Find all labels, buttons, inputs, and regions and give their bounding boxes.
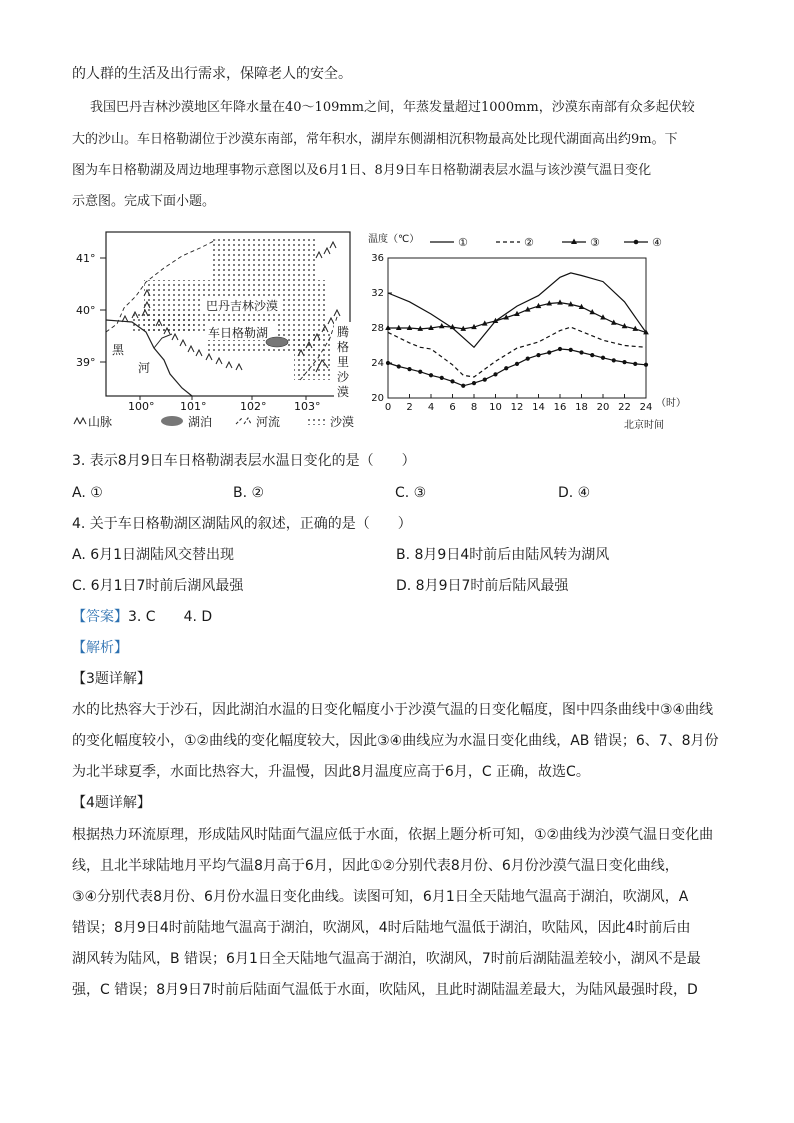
lake-name-label: 车日格勒湖: [208, 326, 269, 340]
east-desert-char: 腾: [337, 325, 350, 339]
legend-label-4: ④: [652, 236, 662, 249]
x-tick-label: 20: [596, 402, 610, 413]
legend-label: 山脉: [88, 415, 113, 428]
x-tick-label: 14: [532, 402, 545, 413]
longitude-label: 103°: [294, 400, 321, 413]
q3-option-c[interactable]: C. ③: [395, 485, 427, 501]
x-tick-label: 16: [553, 402, 567, 413]
series-4-marker: [622, 360, 626, 364]
continued-paragraph-line: 的人群的生活及出行需求，保障老人的安全。: [72, 66, 352, 82]
x-tick-label: 18: [575, 402, 588, 413]
q4-option-c[interactable]: C. 6月1日7时前后湖风最强: [72, 578, 244, 594]
detail-4-line: 错误；8月9日4时前陆地气温高于湖泊，吹湖风，4时后陆地气温低于湖泊，吹陆风，因此4时前后由: [72, 920, 691, 936]
series-line-4: [388, 349, 646, 386]
lake-shape: [266, 337, 288, 347]
detail-4-line: 线，且北半球陆地月平均气温8月高于6月，因此①②分别代表8月份、6月份沙漠气温日变化曲线，: [72, 858, 679, 874]
x-tick-label: 6: [449, 402, 456, 413]
detail-4-line: 根据热力环流原理，形成陆风时陆面气温应低于水面，依据上题分析可知，①②曲线为沙漠气温日变化曲: [72, 827, 714, 843]
map-legend: [74, 414, 354, 428]
question-4-stem: 4. 关于车日格勒湖区湖陆风的叙述，正确的是（ ）: [72, 516, 412, 532]
location-map: [72, 228, 372, 428]
q4-option-a[interactable]: A. 6月1日湖陆风交替出现: [72, 547, 235, 563]
x-tick-label: 4: [427, 402, 435, 413]
q4-option-b[interactable]: B. 8月9日4时前后由陆风转为湖风: [396, 547, 610, 563]
longitude-label: 102°: [240, 400, 267, 413]
series-4-marker: [440, 376, 444, 380]
legend-label-1: ①: [458, 236, 468, 249]
intro-line-2: 大的沙山。车日格勒湖位于沙漠东南部，常年积水，湖岸东侧湖相沉积物最高处比现代湖面高出约9m。下: [72, 132, 678, 147]
y-tick-label: 28: [371, 323, 384, 334]
x-tick-label: 24: [639, 402, 653, 413]
temperature-chart: [366, 228, 696, 438]
question-3-stem: 3. 表示8月9日车日格勒湖表层水温日变化的是（ ）: [72, 453, 416, 469]
intro-line-3: 图为车日格勒湖及周边地理事物示意图以及6月1日、8月9日车日格勒湖表层水温与该沙漠气温日变化: [72, 163, 652, 178]
series-4-marker: [515, 362, 519, 366]
series-4-marker: [536, 353, 540, 357]
analysis-tag: 【解析】: [72, 640, 128, 656]
answer-line: [72, 607, 212, 627]
series-4-marker: [590, 353, 594, 357]
detail-4-line: ③④分别代表8月份、6月份水温日变化曲线。读图可知，6月1日全天陆地气温高于湖泊，吹湖风，A: [72, 889, 689, 905]
y-tick-label: 32: [371, 288, 384, 299]
detail-3-line: 水的比热容大于沙石，因此湖泊水温的日变化幅度小于沙漠气温的日变化幅度，图中四条曲线中③④曲线: [72, 702, 714, 718]
x-tick-label: 2: [406, 402, 413, 413]
river-legend-icon: [236, 418, 251, 424]
river-name-char: 河: [138, 361, 151, 375]
intro-line-4: 示意图。完成下面小题。: [72, 194, 216, 209]
east-desert-char: 漠: [337, 385, 350, 399]
intro-line-1: 我国巴丹吉林沙漠地区年降水量在40～109mm之间，年蒸发量超过1000mm，沙漠东南部有众多起伏较: [90, 100, 695, 115]
series-4-marker: [644, 363, 648, 367]
legend-label: 湖泊: [188, 415, 213, 428]
q3-option-b[interactable]: B. ②: [233, 485, 265, 501]
river-name-char: 黑: [112, 343, 125, 357]
detail-3-tag: 【3题详解】: [72, 671, 151, 687]
q4-option-d[interactable]: D. 8月9日7时前后陆风最强: [396, 578, 569, 594]
series-4-marker: [429, 373, 433, 377]
detail-4-line: 强，C 错误；8月9日7时前后陆面气温低于水面，吹陆风，且此时湖陆温差最大，为陆风最强时段，D: [72, 982, 698, 998]
series-4-marker: [526, 357, 530, 361]
series-3-marker: [557, 299, 563, 304]
legend-marker-3: [571, 239, 577, 245]
series-4-marker: [397, 364, 401, 368]
legend-marker-4: [634, 240, 639, 245]
y-tick-label: 24: [371, 358, 384, 369]
series-3-marker: [385, 325, 391, 330]
series-4-marker: [579, 350, 583, 354]
legend-label: 沙漠: [330, 415, 355, 428]
latitude-label: 41°: [76, 252, 96, 265]
series-line-3: [388, 303, 646, 333]
east-desert-char: 格: [337, 340, 350, 354]
series-4-marker: [386, 361, 390, 365]
series-4-marker: [450, 379, 454, 383]
series-4-marker: [612, 358, 616, 362]
y-tick-label: 36: [371, 253, 384, 264]
y-axis-title: 温度（℃）: [368, 234, 420, 245]
desert-legend-icon: [306, 417, 326, 425]
series-line-2: [388, 327, 646, 377]
y-tick-label: 20: [371, 393, 384, 404]
latitude-label: 39°: [76, 356, 96, 369]
detail-3-line: 为北半球夏季，水面比热容大，升温慢，因此8月温度应高于6月，C 正确，故选C。: [72, 764, 590, 780]
longitude-label: 101°: [180, 400, 207, 413]
series-4-marker: [461, 384, 465, 388]
x-tick-label: 0: [384, 402, 392, 413]
series-4-marker: [504, 366, 508, 370]
latitude-label: 40°: [76, 304, 96, 317]
series-4-marker: [633, 362, 637, 366]
series-4-marker: [472, 381, 476, 385]
x-axis-title: 北京时间: [624, 420, 664, 431]
series-3-marker: [407, 325, 413, 330]
series-4-marker: [418, 370, 422, 374]
x-axis-unit: （时）: [656, 398, 686, 409]
longitude-label: 100°: [128, 400, 155, 413]
series-4-marker: [407, 367, 411, 371]
detail-3-line: 的变化幅度较小，①②曲线的变化幅度较大，因此③④曲线应为水温日变化曲线，AB 错误；6、7、8月份: [72, 733, 719, 749]
east-desert-char: 里: [337, 355, 350, 369]
mountain-legend-icon: [74, 418, 86, 424]
series-4-marker: [558, 347, 562, 351]
east-desert-char: 沙: [337, 370, 350, 384]
q3-option-a[interactable]: A. ①: [72, 485, 103, 501]
legend-label: 河流: [256, 415, 281, 428]
series-3-marker: [439, 323, 445, 328]
series-line-1: [388, 273, 646, 347]
detail-4-tag: 【4题详解】: [72, 795, 151, 811]
series-4-marker: [547, 350, 551, 354]
x-tick-label: 22: [618, 402, 631, 413]
x-tick-label: 10: [489, 402, 502, 413]
answer-tag: 【答案】: [72, 609, 128, 625]
x-tick-label: 12: [510, 402, 524, 413]
series-3-marker: [396, 325, 402, 330]
legend-label-2: ②: [524, 236, 534, 249]
series-4-marker: [483, 378, 487, 382]
detail-4-line: 湖风转为陆风，B 错误；6月1日全天陆地气温高于湖泊，吹湖风，7时前后湖陆温差较小，湖风不是最: [72, 951, 701, 967]
q3-option-d[interactable]: D. ④: [558, 485, 591, 501]
series-4-marker: [569, 348, 573, 352]
series-4-marker: [493, 372, 497, 376]
x-tick-label: 8: [470, 402, 478, 413]
lake-legend-icon: [161, 416, 183, 426]
answer-text: 3. C 4. D: [128, 609, 213, 625]
desert-name-label: 巴丹吉林沙漠: [206, 299, 279, 313]
series-4-marker: [601, 356, 605, 360]
legend-label-3: ③: [590, 236, 600, 249]
